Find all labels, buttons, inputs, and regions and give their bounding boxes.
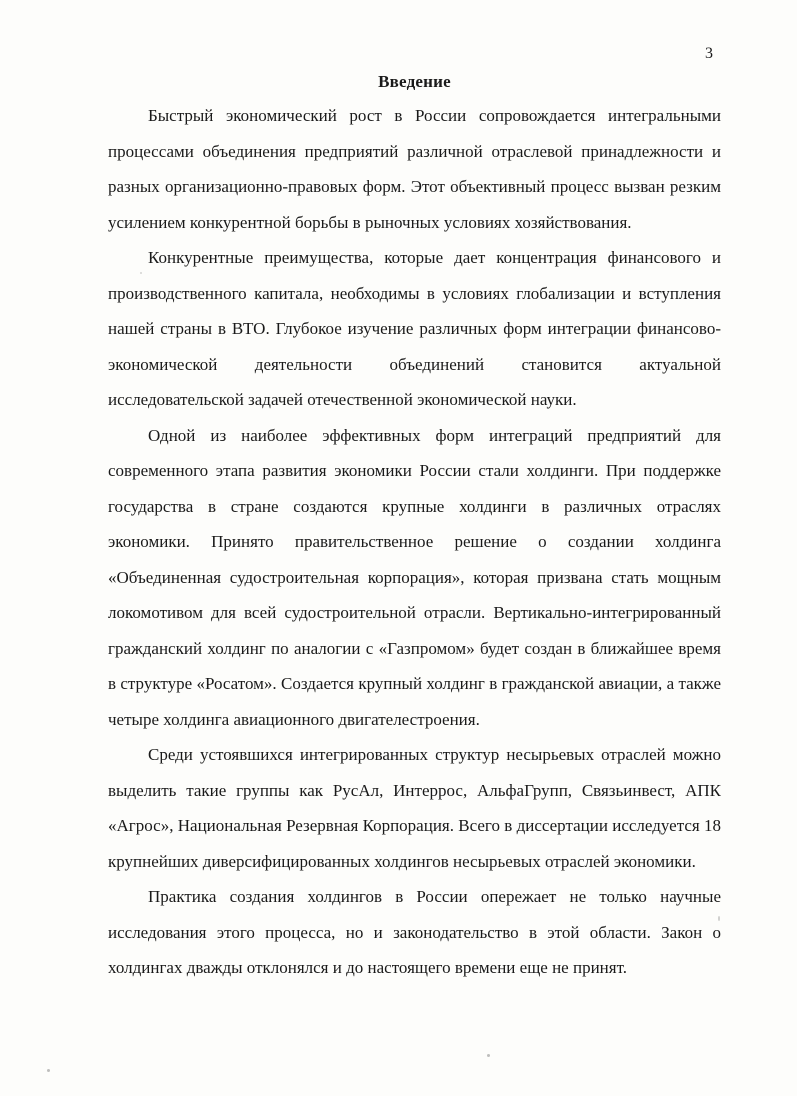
- body-paragraph-1: Быстрый экономический рост в России сопровождается интегральными процессами объединения предприятий различной отраслевой принадлежности и разных организационно-правовых форм. Этот объективный процесс вызван резким усилением конкурентной борьбы в рыночных условиях хозяйствования.: [108, 106, 721, 232]
- page-number: 3: [705, 45, 713, 62]
- body-paragraph-2: Конкурентные преимущества, которые дает концентрация финансового и производственного капитала, необходимы в условиях глобализации и вступления нашей страны в ВТО. Глубокое изучение различных форм интеграции финансово-экономической деятельности объединений становится актуальной исследовательской задачей отечественной экономической науки.: [108, 248, 721, 409]
- body-paragraph-5: Практика создания холдингов в России опережает не только научные исследования этого процесса, но и законодательство в этой области. Закон о холдингах дважды отклонялся и до настоящего времени еще не принят.: [108, 887, 721, 977]
- body-paragraph-4: Среди устоявшихся интегрированных структур несырьевых отраслей можно выделить такие группы как РусАл, Интеррос, АльфаГрупп, Связьинвест, АПК «Агрос», Национальная Резервная Корпорация. Всего в диссертации исследуется 18 крупнейших диверсифицированных холдингов несырьевых отраслей экономики.: [108, 745, 721, 871]
- body-paragraph-3: Одной из наиболее эффективных форм интеграций предприятий для современного этапа развития экономики России стали холдинги. При поддержке государства в стране создаются крупные холдинги в различных отраслях экономики. Принято правительственное решение о создании холдинга «Объединенная судостроительная корпорация», которая призвана стать мощным локомотивом для всей судостроительной отрасли. Вертикально-интегрированный гражданский холдинг по аналогии с «Газпромом» будет создан в ближайшее время в структуре «Росатом». Создается крупный холдинг в гражданской авиации, а также четыре холдинга авиационного двигателестроения.: [108, 425, 721, 729]
- page-content: [108, 72, 721, 986]
- scan-speck: [487, 1054, 490, 1057]
- scan-speck: [140, 272, 142, 274]
- page-title: Введение: [378, 72, 451, 91]
- scan-speck: [718, 916, 720, 921]
- scan-speck: [47, 1069, 50, 1072]
